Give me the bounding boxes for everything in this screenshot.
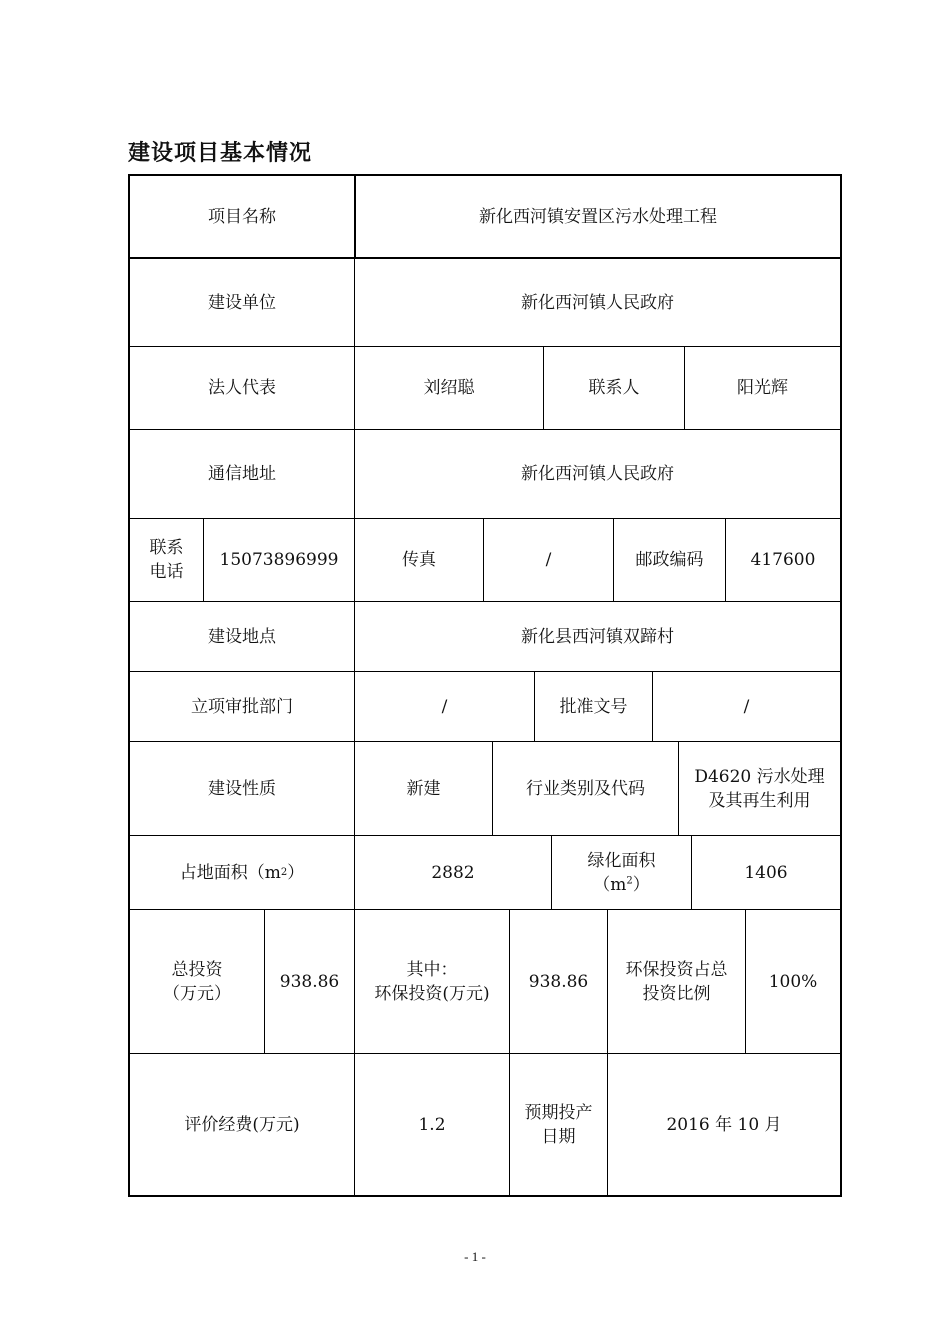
postcode-label: 邮政编码	[635, 550, 704, 570]
section-title: 建设项目基本情况	[128, 141, 313, 166]
production-date-label-line-1: 预期投产	[524, 1102, 593, 1123]
env-investment-label-line-1: 其中：	[406, 959, 458, 980]
legal-rep-value: 刘绍聪	[423, 378, 475, 398]
project-name-label: 项目名称	[208, 206, 276, 227]
address-label: 通信地址	[208, 464, 276, 484]
fax-value: /	[545, 550, 552, 570]
postcode-value: 417600	[750, 550, 816, 570]
green-area-label-end: ）	[632, 874, 650, 895]
nature-label: 建设性质	[208, 778, 276, 799]
phone-label-line-2: 电话	[149, 562, 184, 582]
location-label: 建设地点	[208, 626, 276, 647]
approval-dept-label: 立项审批部门	[191, 696, 293, 717]
env-ratio-value: 100%	[768, 971, 818, 992]
green-area-label-sup: 2	[626, 874, 633, 886]
nature-value: 新建	[406, 778, 441, 799]
green-area-label-line-2	[593, 873, 650, 897]
total-investment-label-line-2: （万元）	[163, 983, 231, 1004]
assessment-fee-value: 1.2	[418, 1114, 446, 1135]
location-value: 新化县西河镇双蹄村	[521, 626, 674, 647]
page-number: - 1 -	[464, 1249, 486, 1264]
total-investment-label-line-1: 总投资	[171, 959, 223, 980]
construction-unit-label: 建设单位	[208, 292, 276, 313]
approval-doc-value: /	[743, 696, 750, 717]
project-name-value: 新化西河镇安置区污水处理工程	[479, 206, 717, 227]
industry-value-line-2: 及其再生利用	[708, 790, 811, 811]
fax-label: 传真	[402, 550, 436, 570]
land-area-label: 占地面积（m 2 ）	[179, 862, 305, 883]
green-area-value: 1406	[744, 862, 788, 883]
industry-value	[679, 742, 840, 835]
production-date-value: 2016 年 10 月	[666, 1114, 782, 1135]
contact-label: 联系人	[588, 378, 640, 398]
approval-doc-label: 批准文号	[559, 696, 628, 717]
env-investment-value: 938.86	[528, 971, 589, 992]
assessment-fee-label: 评价经费(万元)	[184, 1114, 300, 1135]
total-investment-value: 938.86	[279, 971, 340, 992]
phone-value: 15073896999	[219, 550, 339, 570]
green-area-label	[552, 836, 691, 909]
green-area-label-text: （m	[593, 874, 627, 895]
env-investment-label-line-2: 环保投资(万元)	[374, 983, 490, 1004]
phone-label-line-1: 联系	[149, 538, 184, 558]
land-area-value: 2882	[431, 862, 475, 883]
env-ratio-label-line-1: 环保投资占总	[625, 959, 728, 980]
production-date-label	[510, 1054, 607, 1195]
contact-value: 阳光辉	[737, 378, 788, 398]
env-ratio-label-line-2: 投资比例	[642, 983, 711, 1004]
construction-unit-value: 新化西河镇人民政府	[521, 292, 674, 313]
industry-label: 行业类别及代码	[526, 778, 645, 799]
address-value: 新化西河镇人民政府	[521, 464, 674, 484]
env-ratio-label	[608, 910, 745, 1053]
phone-label	[130, 519, 203, 601]
total-investment-label	[130, 910, 264, 1053]
env-investment-label	[355, 910, 509, 1053]
green-area-label-line-1: 绿化面积	[587, 850, 656, 871]
production-date-label-line-2: 日期	[541, 1126, 576, 1147]
land-area-label-text: 占地面积（m	[179, 862, 281, 883]
approval-dept-value: /	[441, 696, 448, 717]
industry-value-line-1: D4620 污水处理	[694, 766, 825, 787]
legal-rep-label: 法人代表	[208, 378, 276, 398]
land-area-label-end: ）	[287, 862, 305, 883]
